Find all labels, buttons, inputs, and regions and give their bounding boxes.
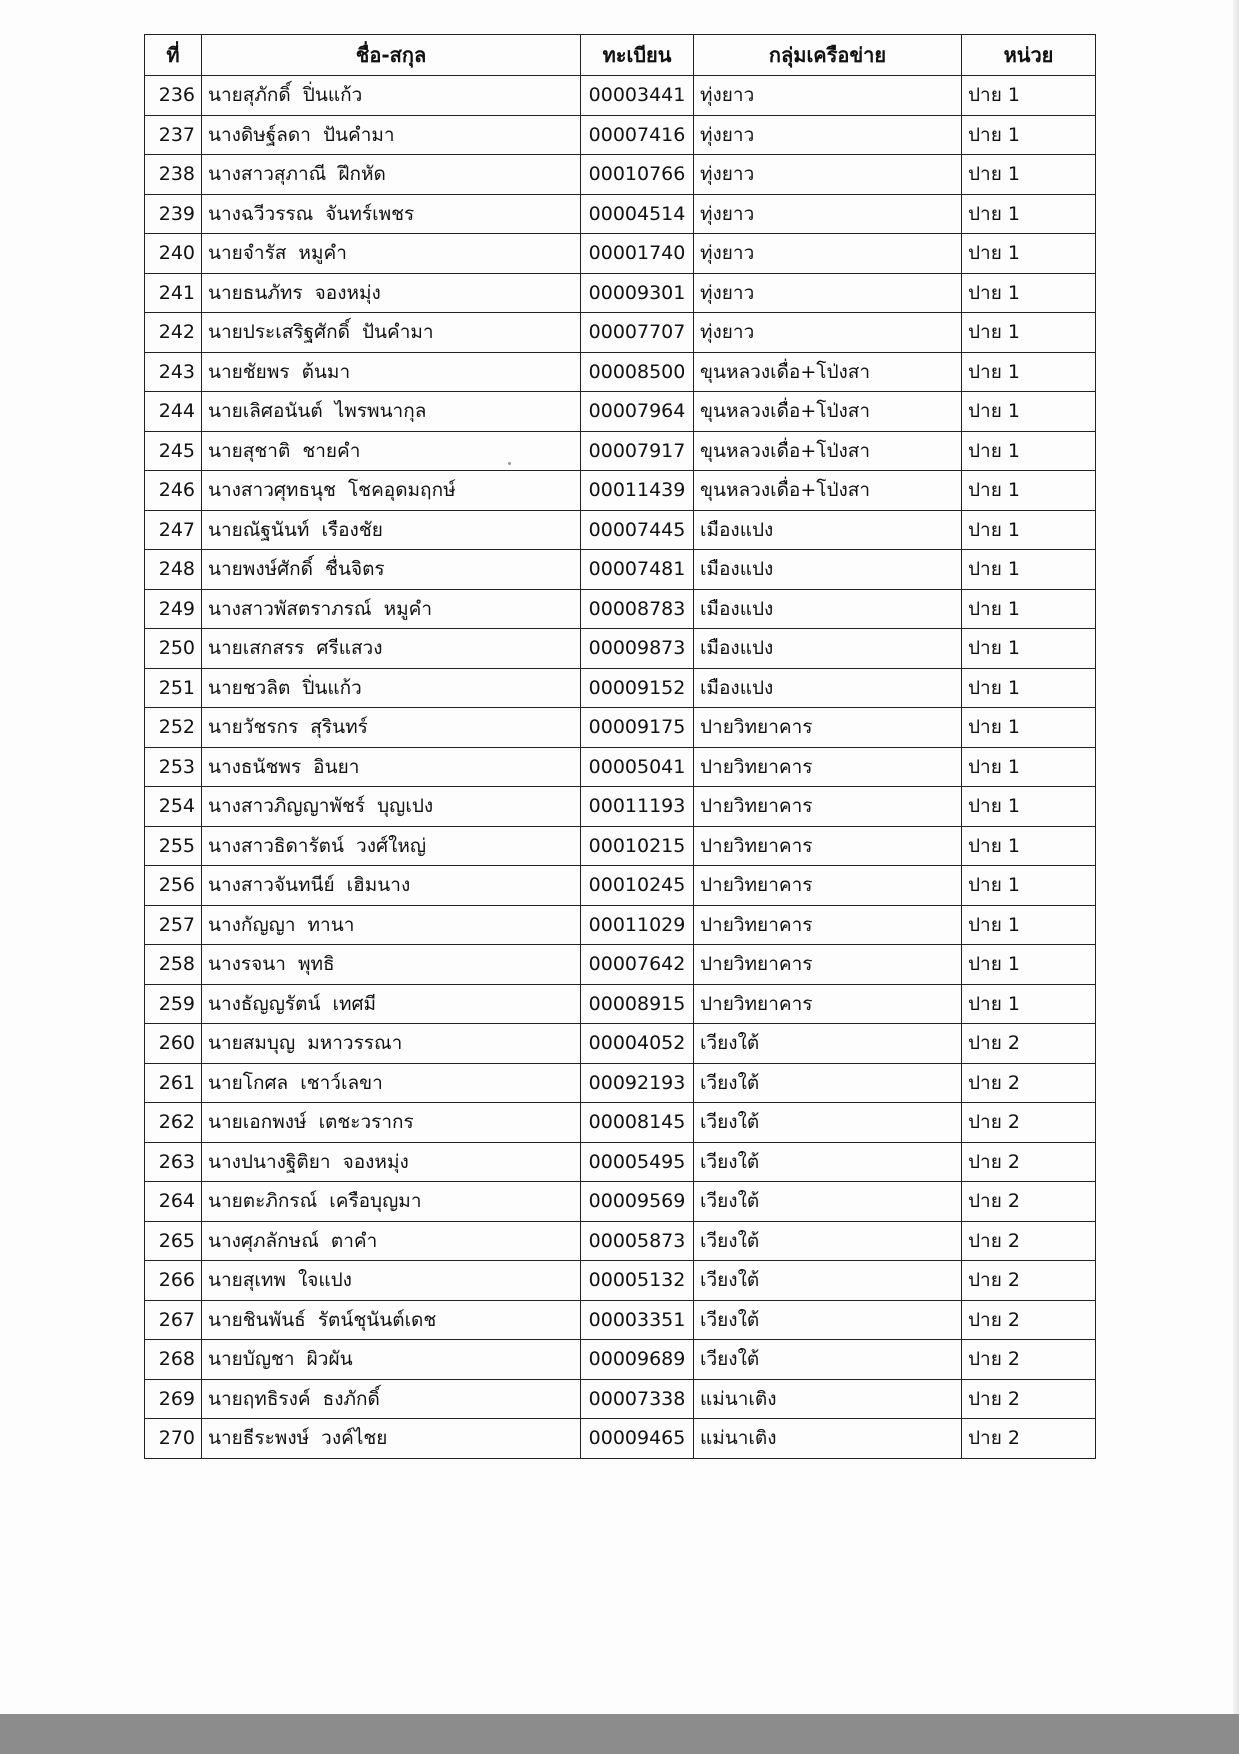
cell-name: นายจำรัส หมูคำ: [202, 234, 581, 274]
cell-no: 236: [145, 76, 202, 116]
cell-unit: ปาย 1: [962, 550, 1096, 590]
table-row: [145, 352, 1096, 392]
cell-name: นายธีระพงษ์ วงค์ไชย: [202, 1419, 581, 1459]
cell-network: เวียงใต้: [694, 1024, 962, 1064]
cell-unit: ปาย 1: [962, 431, 1096, 471]
cell-registration: 00009301: [581, 273, 694, 313]
cell-network: ปายวิทยาคาร: [694, 708, 962, 748]
cell-network: เวียงใต้: [694, 1261, 962, 1301]
cell-no: 238: [145, 155, 202, 195]
cell-name: นางสาวพัสตราภรณ์ หมูคำ: [202, 589, 581, 629]
cell-no: 260: [145, 1024, 202, 1064]
cell-network: เวียงใต้: [694, 1182, 962, 1222]
cell-registration: 00005873: [581, 1221, 694, 1261]
cell-unit: ปาย 1: [962, 273, 1096, 313]
cell-no: 268: [145, 1340, 202, 1380]
table-row: [145, 866, 1096, 906]
cell-network: ปายวิทยาคาร: [694, 905, 962, 945]
cell-registration: 00009873: [581, 629, 694, 669]
cell-network: เมืองแปง: [694, 668, 962, 708]
cell-unit: ปาย 2: [962, 1419, 1096, 1459]
cell-network: ทุ่งยาว: [694, 194, 962, 234]
cell-no: 266: [145, 1261, 202, 1301]
cell-network: ขุนหลวงเดื่อ+โป่งสา: [694, 392, 962, 432]
cell-unit: ปาย 1: [962, 984, 1096, 1024]
cell-unit: ปาย 2: [962, 1300, 1096, 1340]
cell-network: ปายวิทยาคาร: [694, 945, 962, 985]
scan-bottom-band: [0, 1714, 1239, 1754]
cell-network: ทุ่งยาว: [694, 155, 962, 195]
table-row: [145, 826, 1096, 866]
cell-no: 244: [145, 392, 202, 432]
table-row: [145, 550, 1096, 590]
cell-registration: 00008915: [581, 984, 694, 1024]
cell-network: เวียงใต้: [694, 1063, 962, 1103]
cell-unit: ปาย 1: [962, 76, 1096, 116]
cell-no: 248: [145, 550, 202, 590]
roster-table: [144, 34, 1096, 1459]
table-row: [145, 431, 1096, 471]
cell-unit: ปาย 2: [962, 1182, 1096, 1222]
cell-registration: 00001740: [581, 234, 694, 274]
table-row: [145, 668, 1096, 708]
table-row: [145, 194, 1096, 234]
cell-registration: 00004052: [581, 1024, 694, 1064]
table-row: [145, 1142, 1096, 1182]
table-row: [145, 1379, 1096, 1419]
cell-name: นางธัญญรัตน์ เทศมี: [202, 984, 581, 1024]
cell-unit: ปาย 1: [962, 352, 1096, 392]
cell-registration: 00011439: [581, 471, 694, 511]
cell-registration: 00009152: [581, 668, 694, 708]
cell-name: นางสาวธิดารัตน์ วงศ์ใหญ่: [202, 826, 581, 866]
cell-no: 243: [145, 352, 202, 392]
cell-name: นายตะภิกรณ์ เครือบุญมา: [202, 1182, 581, 1222]
cell-unit: ปาย 1: [962, 510, 1096, 550]
header-registration: ทะเบียน: [581, 35, 694, 76]
cell-no: 265: [145, 1221, 202, 1261]
cell-registration: 00007642: [581, 945, 694, 985]
table-header-row: [145, 35, 1096, 76]
cell-unit: ปาย 2: [962, 1379, 1096, 1419]
cell-network: ปายวิทยาคาร: [694, 866, 962, 906]
cell-unit: ปาย 1: [962, 629, 1096, 669]
cell-registration: 00009689: [581, 1340, 694, 1380]
cell-name: นายสมบุญ มหาวรรณา: [202, 1024, 581, 1064]
cell-registration: 00008145: [581, 1103, 694, 1143]
roster-body: [145, 76, 1096, 1459]
table-row: [145, 155, 1096, 195]
cell-network: ทุ่งยาว: [694, 313, 962, 353]
cell-unit: ปาย 1: [962, 708, 1096, 748]
cell-name: นางศุภลักษณ์ ตาคำ: [202, 1221, 581, 1261]
table-row: [145, 905, 1096, 945]
table-row: [145, 313, 1096, 353]
cell-no: 267: [145, 1300, 202, 1340]
cell-unit: ปาย 1: [962, 826, 1096, 866]
cell-network: เมืองแปง: [694, 550, 962, 590]
cell-no: 256: [145, 866, 202, 906]
cell-unit: ปาย 2: [962, 1024, 1096, 1064]
cell-name: นางสาวจันทนีย์ เฮิมนาง: [202, 866, 581, 906]
cell-name: นางปนางฐิติยา จองหมุ่ง: [202, 1142, 581, 1182]
cell-registration: 00007707: [581, 313, 694, 353]
cell-unit: ปาย 1: [962, 787, 1096, 827]
table-row: [145, 392, 1096, 432]
cell-name: นางกัญญา ทานา: [202, 905, 581, 945]
cell-registration: 00010766: [581, 155, 694, 195]
cell-no: 269: [145, 1379, 202, 1419]
cell-network: ขุนหลวงเดื่อ+โป่งสา: [694, 431, 962, 471]
cell-name: นางสาวสุภาณี ฝึกหัด: [202, 155, 581, 195]
cell-registration: 00009569: [581, 1182, 694, 1222]
cell-registration: 00005041: [581, 747, 694, 787]
header-unit: หน่วย: [962, 35, 1096, 76]
cell-no: 253: [145, 747, 202, 787]
cell-name: นายณัฐนันท์ เรืองชัย: [202, 510, 581, 550]
table-row: [145, 629, 1096, 669]
cell-no: 259: [145, 984, 202, 1024]
cell-name: นางสาวภิญญาพัชร์ บุญเปง: [202, 787, 581, 827]
cell-name: นายวัชรกร สุรินทร์: [202, 708, 581, 748]
table-row: [145, 76, 1096, 116]
cell-name: นายสุชาติ ชายคำ: [202, 431, 581, 471]
cell-network: แม่นาเติง: [694, 1419, 962, 1459]
cell-name: นายบัญชา ผิวผัน: [202, 1340, 581, 1380]
table-row: [145, 1300, 1096, 1340]
cell-registration: 00005495: [581, 1142, 694, 1182]
cell-name: นางดิษฐ์ลดา ปันคำมา: [202, 115, 581, 155]
table-row: [145, 747, 1096, 787]
cell-network: ปายวิทยาคาร: [694, 826, 962, 866]
cell-name: นายชัยพร ต้นมา: [202, 352, 581, 392]
table-row: [145, 273, 1096, 313]
cell-no: 250: [145, 629, 202, 669]
cell-unit: ปาย 2: [962, 1142, 1096, 1182]
cell-name: นางฉวีวรรณ จันทร์เพชร: [202, 194, 581, 234]
cell-unit: ปาย 1: [962, 234, 1096, 274]
cell-registration: 00009175: [581, 708, 694, 748]
cell-unit: ปาย 1: [962, 747, 1096, 787]
cell-registration: 00005132: [581, 1261, 694, 1301]
cell-network: ทุ่งยาว: [694, 76, 962, 116]
cell-unit: ปาย 1: [962, 668, 1096, 708]
cell-no: 249: [145, 589, 202, 629]
cell-no: 247: [145, 510, 202, 550]
cell-registration: 00011029: [581, 905, 694, 945]
cell-network: ทุ่งยาว: [694, 273, 962, 313]
cell-unit: ปาย 2: [962, 1103, 1096, 1143]
cell-unit: ปาย 2: [962, 1261, 1096, 1301]
scan-speck: [508, 462, 511, 465]
cell-registration: 00010215: [581, 826, 694, 866]
cell-no: 242: [145, 313, 202, 353]
cell-network: ขุนหลวงเดื่อ+โป่งสา: [694, 352, 962, 392]
table-row: [145, 1024, 1096, 1064]
cell-no: 252: [145, 708, 202, 748]
cell-unit: ปาย 1: [962, 866, 1096, 906]
cell-registration: 00007416: [581, 115, 694, 155]
cell-registration: 00008500: [581, 352, 694, 392]
cell-name: นายฤทธิรงค์ ธงภักดิ์: [202, 1379, 581, 1419]
cell-name: นายสุเทพ ใจแปง: [202, 1261, 581, 1301]
table-row: [145, 708, 1096, 748]
cell-network: เวียงใต้: [694, 1221, 962, 1261]
cell-no: 255: [145, 826, 202, 866]
cell-name: นายชวลิต ปิ่นแก้ว: [202, 668, 581, 708]
table-row: [145, 1261, 1096, 1301]
cell-no: 251: [145, 668, 202, 708]
table-row: [145, 1340, 1096, 1380]
cell-registration: 00007964: [581, 392, 694, 432]
cell-unit: ปาย 1: [962, 471, 1096, 511]
cell-registration: 00011193: [581, 787, 694, 827]
table-row: [145, 1103, 1096, 1143]
cell-registration: 00003441: [581, 76, 694, 116]
cell-registration: 00007917: [581, 431, 694, 471]
cell-no: 264: [145, 1182, 202, 1222]
cell-no: 245: [145, 431, 202, 471]
cell-no: 240: [145, 234, 202, 274]
cell-unit: ปาย 1: [962, 313, 1096, 353]
cell-name: นายเสกสรร ศรีแสวง: [202, 629, 581, 669]
cell-no: 262: [145, 1103, 202, 1143]
cell-no: 270: [145, 1419, 202, 1459]
cell-no: 241: [145, 273, 202, 313]
cell-name: นายพงษ์ศักดิ์ ชื่นจิตร: [202, 550, 581, 590]
cell-registration: 00008783: [581, 589, 694, 629]
cell-network: ทุ่งยาว: [694, 115, 962, 155]
cell-network: เมืองแปง: [694, 510, 962, 550]
cell-no: 254: [145, 787, 202, 827]
cell-unit: ปาย 1: [962, 194, 1096, 234]
cell-unit: ปาย 2: [962, 1063, 1096, 1103]
cell-unit: ปาย 2: [962, 1340, 1096, 1380]
cell-registration: 00009465: [581, 1419, 694, 1459]
cell-name: นายสุภักดิ์ ปิ่นแก้ว: [202, 76, 581, 116]
cell-unit: ปาย 1: [962, 945, 1096, 985]
table-row: [145, 115, 1096, 155]
cell-network: เมืองแปง: [694, 629, 962, 669]
cell-unit: ปาย 1: [962, 392, 1096, 432]
table-row: [145, 510, 1096, 550]
cell-network: เวียงใต้: [694, 1300, 962, 1340]
cell-no: 239: [145, 194, 202, 234]
cell-registration: 00007445: [581, 510, 694, 550]
cell-network: ปายวิทยาคาร: [694, 984, 962, 1024]
cell-network: เวียงใต้: [694, 1340, 962, 1380]
scan-edge: [1233, 0, 1239, 1754]
cell-network: ขุนหลวงเดื่อ+โป่งสา: [694, 471, 962, 511]
header-network: กลุ่มเครือข่าย: [694, 35, 962, 76]
cell-network: เวียงใต้: [694, 1142, 962, 1182]
table-row: [145, 589, 1096, 629]
cell-name: นางรจนา พุทธิ: [202, 945, 581, 985]
cell-name: นายธนภัทร จองหมุ่ง: [202, 273, 581, 313]
cell-name: นายเอกพงษ์ เตชะวรากร: [202, 1103, 581, 1143]
cell-registration: 00010245: [581, 866, 694, 906]
cell-no: 263: [145, 1142, 202, 1182]
table-row: [145, 945, 1096, 985]
cell-registration: 00003351: [581, 1300, 694, 1340]
table-row: [145, 1221, 1096, 1261]
table-row: [145, 471, 1096, 511]
header-name: ชื่อ-สกุล: [202, 35, 581, 76]
table-row: [145, 234, 1096, 274]
cell-network: แม่นาเติง: [694, 1379, 962, 1419]
cell-unit: ปาย 1: [962, 115, 1096, 155]
cell-no: 258: [145, 945, 202, 985]
cell-name: นางธนัชพร อินยา: [202, 747, 581, 787]
table-row: [145, 1182, 1096, 1222]
table-row: [145, 1419, 1096, 1459]
cell-name: นายเลิศอนันต์ ไพรพนากุล: [202, 392, 581, 432]
cell-network: เมืองแปง: [694, 589, 962, 629]
table-row: [145, 1063, 1096, 1103]
cell-network: ปายวิทยาคาร: [694, 787, 962, 827]
cell-registration: 00007338: [581, 1379, 694, 1419]
cell-no: 246: [145, 471, 202, 511]
cell-no: 237: [145, 115, 202, 155]
cell-unit: ปาย 1: [962, 905, 1096, 945]
cell-unit: ปาย 1: [962, 155, 1096, 195]
cell-name: นายชินพันธ์ รัตน์ชุนันต์เดช: [202, 1300, 581, 1340]
table-row: [145, 984, 1096, 1024]
cell-no: 261: [145, 1063, 202, 1103]
cell-registration: 00004514: [581, 194, 694, 234]
table-row: [145, 787, 1096, 827]
cell-unit: ปาย 1: [962, 589, 1096, 629]
cell-name: นายโกศล เชาว์เลขา: [202, 1063, 581, 1103]
cell-name: นางสาวศุทธนุช โชคอุดมฤกษ์: [202, 471, 581, 511]
cell-no: 257: [145, 905, 202, 945]
cell-network: ทุ่งยาว: [694, 234, 962, 274]
header-no: ที่: [145, 35, 202, 76]
cell-network: เวียงใต้: [694, 1103, 962, 1143]
cell-registration: 00007481: [581, 550, 694, 590]
cell-registration: 00092193: [581, 1063, 694, 1103]
cell-name: นายประเสริฐศักดิ์ ปันคำมา: [202, 313, 581, 353]
cell-unit: ปาย 2: [962, 1221, 1096, 1261]
cell-network: ปายวิทยาคาร: [694, 747, 962, 787]
